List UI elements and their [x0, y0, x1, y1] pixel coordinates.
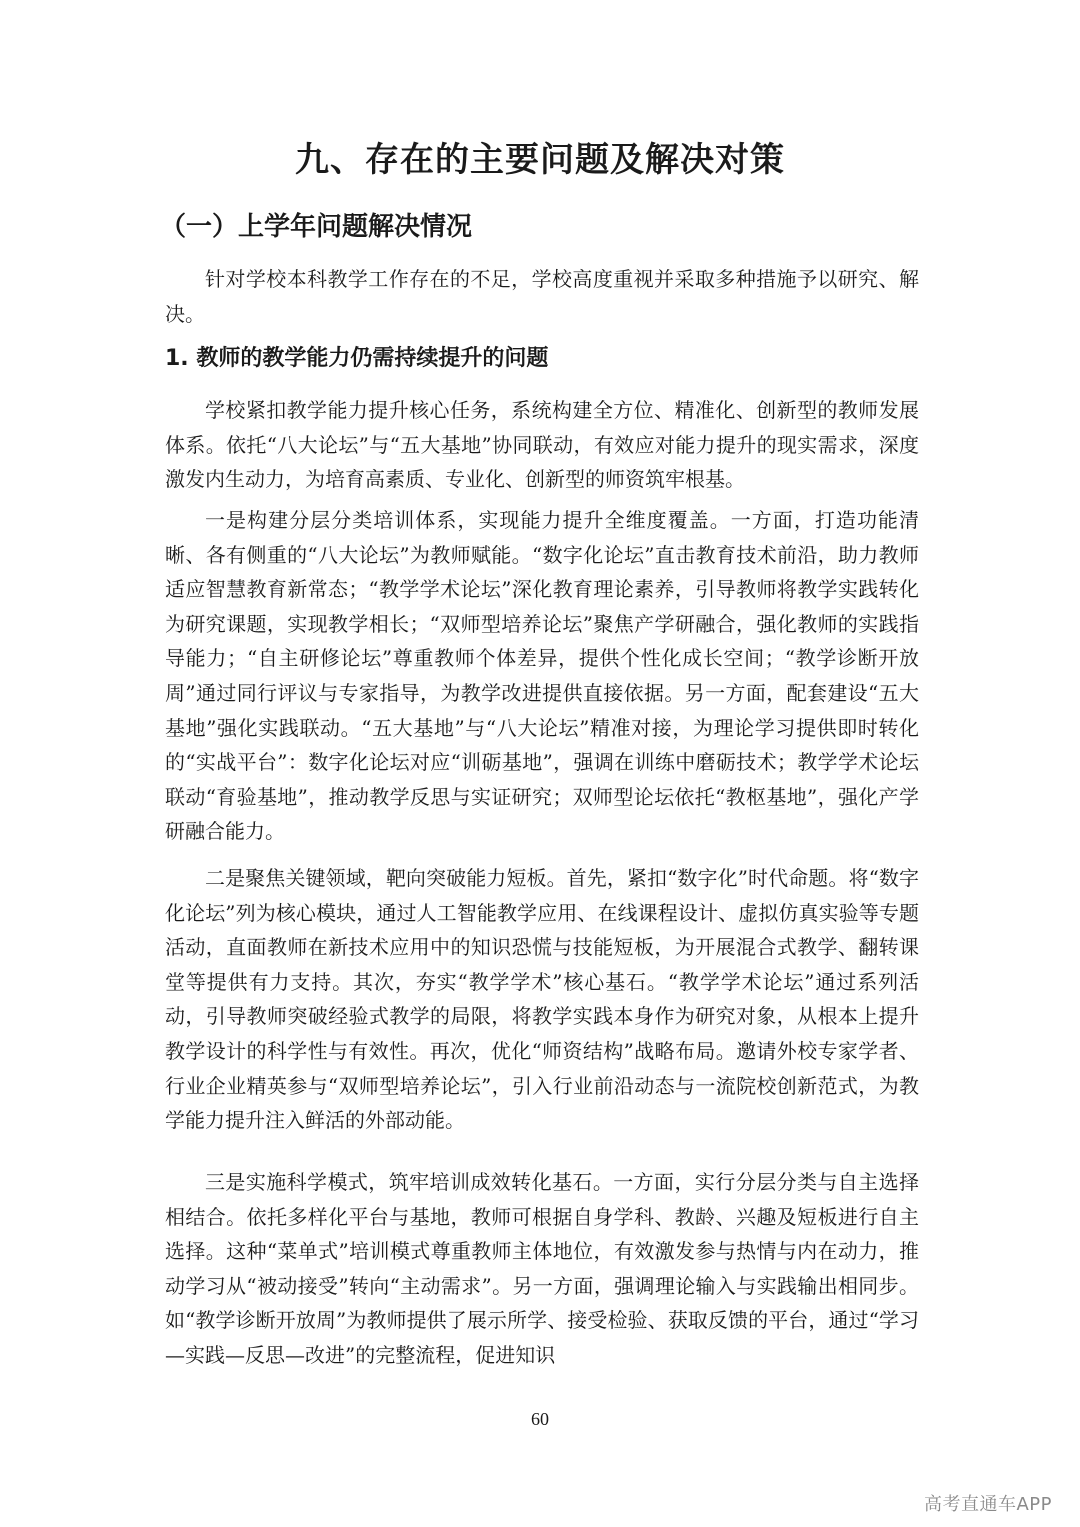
- page-number: 60: [531, 1409, 549, 1429]
- app-watermark: 高考直通车APP: [923, 1494, 1052, 1515]
- body-paragraph-3: 二是聚焦关键领域，靶向突破能力短板。首先，紧扣“数字化”时代命题。将“数字化论坛”列为核心模块，通过人工智能教学应用、在线课程设计、虚拟仿真实验等专题活动，直面教师在新技术应用中的知识恐慌与技能短板，为开展混合式教学、翻转课堂等提供有力支持。其次，夯实“教学学术”核心基石。“教学学术论坛”通过系列活动，引导教师突破经验式教学的局限，将教学实践本身作为研究对象，从根本上提升教学设计的科学性与有效性。再次，优化“师资结构”战略布局。邀请外校专家学者、行业企业精英参与“双师型培养论坛”，引入行业前沿动态与一流院校创新范式，为教学能力提升注入鲜活的外部动能。: [165, 866, 919, 1133]
- body-paragraph-4: 三是实施科学模式，筑牢培训成效转化基石。一方面，实行分层分类与自主选择相结合。依托多样化平台与基地，教师可根据自身学科、教龄、兴趣及短板进行自主选择。这种“菜单式”培训模式尊重教师主体地位，有效激发参与热情与内在动力，推动学习从“被动接受”转向“主动需求”。另一方面，强调理论输入与实践输出相同步。如“教学诊断开放周”为教师提供了展示所学、接受检验、获取反馈的平台，通过“学习—实践—反思—改进”的完整流程，促进知识: [165, 1170, 919, 1367]
- intro-paragraph: 针对学校本科教学工作存在的不足，学校高度重视并采取多种措施予以研究、解决。: [165, 267, 919, 326]
- chapter-title: 九、存在的主要问题及解决对策: [295, 140, 785, 180]
- section-heading: （一）上学年问题解决情况: [160, 212, 473, 242]
- subsection-heading: 1. 教师的教学能力仍需持续提升的问题: [165, 346, 549, 371]
- body-paragraph-2: 一是构建分层分类培训体系，实现能力提升全维度覆盖。一方面，打造功能清晰、各有侧重的“八大论坛”为教师赋能。“数字化论坛”直击教育技术前沿，助力教师适应智慧教育新常态；“教学学术论坛”深化教育理论素养，引导教师将教学实践转化为研究课题，实现教学相长；“双师型培养论坛”聚焦产学研融合，强化教师的实践指导能力；“自主研修论坛”尊重教师个体差异，提供个性化成长空间；“教学诊断开放周”通过同行评议与专家指导，为教学改进提供直接依据。另一方面，配套建设“五大基地”强化实践联动。“五大基地”与“八大论坛”精准对接，为理论学习提供即时转化的“实战平台”：数字化论坛对应“训砺基地”，强调在训练中磨砺技术；教学学术论坛联动“育验基地”，推动教学反思与实证研究；双师型论坛依托“教枢基地”，强化产学研融合能力。: [165, 508, 919, 844]
- body-paragraph-1: 学校紧扣教学能力提升核心任务，系统构建全方位、精准化、创新型的教师发展体系。依托“八大论坛”与“五大基地”协同联动，有效应对能力提升的现实需求，深度激发内生动力，为培育高素质、专业化、创新型的师资筑牢根基。: [165, 398, 919, 492]
